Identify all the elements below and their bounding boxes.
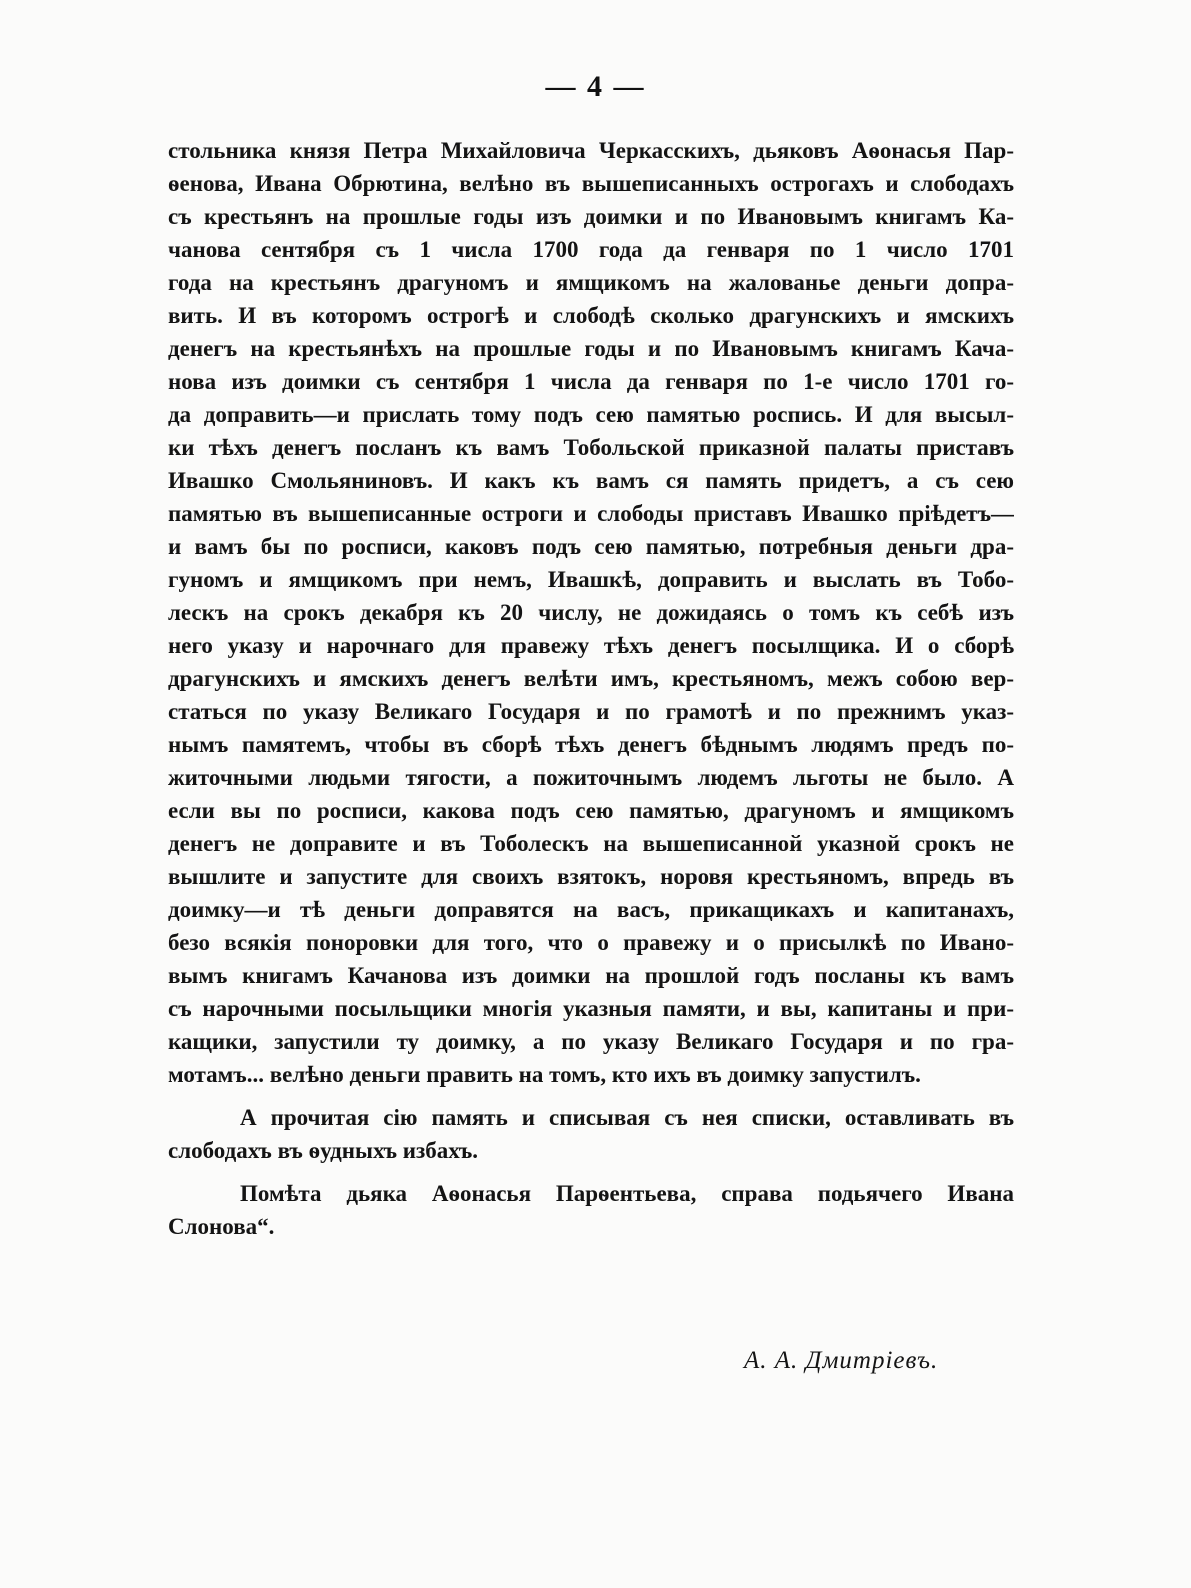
author-signature: А. А. Дмитріевъ. (744, 1347, 939, 1374)
text-line: ѳенова, Ивана Обрютина, велѣно въ вышеписанныхъ острогахъ и слободахъ (168, 171, 1014, 196)
body-text (168, 134, 1014, 1243)
text-line: лескъ на срокъ декабря къ 20 числу, не дожидаясь о томъ къ себѣ изъ (168, 600, 1014, 625)
text-line: доимку—и тѣ деньги доправятся на васъ, прикащикахъ и капитанахъ, (168, 897, 1014, 922)
text-line: и вамъ бы по росписи, каковъ подъ сею памятью, потребныя деньги дра- (168, 534, 1014, 559)
text-line: драгунскихъ и ямскихъ денегъ велѣти имъ, крестьяномъ, межъ собою вер- (168, 666, 1014, 691)
text-line: съ крестьянъ на прошлые годы изъ доимки и по Ивановымъ книгамъ Ка- (168, 204, 1014, 229)
text-line: стольника князя Петра Михайловича Черкасскихъ, дьяковъ Аѳонасья Пар- (168, 138, 1014, 163)
text-line: безо всякія поноровки для того, что о правежу и о присылкѣ по Ивано- (168, 930, 1014, 955)
text-line: если вы по росписи, какова подъ сею памятью, драгуномъ и ямщикомъ (168, 798, 1014, 823)
text-line: года на крестьянъ драгуномъ и ямщикомъ на жалованье деньги допра- (168, 270, 1014, 295)
text-line: статься по указу Великаго Государя и по грамотѣ и по прежнимъ указ- (168, 699, 1014, 724)
text-line: съ нарочными посыльщики многія указныя памяти, и вы, капитаны и при- (168, 996, 1014, 1021)
text-line: памятью въ вышеписанные остроги и слободы приставъ Ивашко пріѣдетъ— (168, 501, 1014, 526)
text-line: да доправить—и прислать тому подъ сею памятью роспись. И для высыл- (168, 402, 1014, 427)
text-line: гуномъ и ямщикомъ при немъ, Ивашкѣ, доправить и выслать въ Тобо- (168, 567, 1014, 592)
text-line: чанова сентября съ 1 числа 1700 года да генваря по 1 число 1701 (168, 237, 1014, 262)
text-line: кащики, запустили ту доимку, а по указу Великаго Государя и по гра- (168, 1029, 1014, 1054)
text-line: вышлите и запустите для своихъ взятокъ, норовя крестьяномъ, впредь въ (168, 864, 1014, 889)
paragraph-3 (168, 1177, 1014, 1243)
text-line: Ивашко Смольяниновъ. И какъ къ вамъ ся память придетъ, а съ сею (168, 468, 1014, 493)
text-line: денегъ не доправите и въ Тоболескъ на вышеписанной указной срокъ не (168, 831, 1014, 856)
text-line: него указу и нарочнаго для правежу тѣхъ денегъ посылщика. И о сборѣ (168, 633, 1014, 658)
page-number: — 4 — (545, 70, 646, 103)
text-line: мотамъ... велѣно деньги править на томъ, кто ихъ въ доимку запустилъ. (168, 1062, 921, 1087)
paragraph-2 (168, 1101, 1014, 1167)
text-line: ки тѣхъ денегъ посланъ къ вамъ Тобольской приказной палаты приставъ (168, 435, 1014, 460)
text-line: денегъ на крестьянѣхъ на прошлые годы и по Ивановымъ книгамъ Кача- (168, 336, 1014, 361)
text-line: слободахъ въ ѳудныхъ избахъ. (168, 1138, 479, 1163)
text-line: Слонова“. (168, 1214, 275, 1239)
text-line: нова изъ доимки съ сентября 1 числа да генваря по 1-е число 1701 го- (168, 369, 1014, 394)
text-line: житочными людьми тягости, а пожиточнымъ людемъ льготы не было. А (168, 765, 1014, 790)
paragraph-1 (168, 134, 1014, 1091)
text-line: нымъ памятемъ, чтобы въ сборѣ тѣхъ денегъ бѣднымъ людямъ предъ по- (168, 732, 1014, 757)
text-line: Помѣта дьяка Аѳонасья Парѳентьева, справа подьячего Ивана (240, 1181, 1014, 1206)
text-line: А прочитая сію память и списывая съ нея списки, оставливать въ (240, 1105, 1014, 1130)
text-line: вить. И въ которомъ острогѣ и слободѣ сколько драгунскихъ и ямскихъ (168, 303, 1014, 328)
text-line: вымъ книгамъ Качанова изъ доимки на прошлой годъ посланы къ вамъ (168, 963, 1014, 988)
